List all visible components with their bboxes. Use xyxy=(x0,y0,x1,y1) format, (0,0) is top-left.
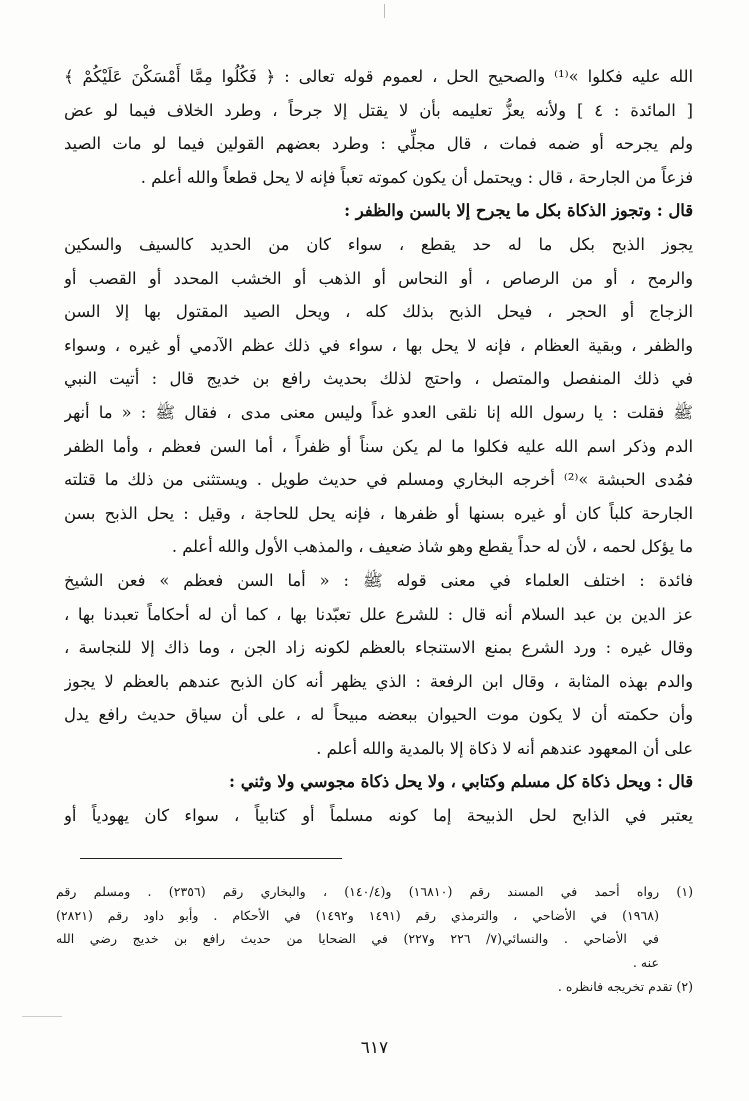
section-heading: قال : وتجوز الذكاة بكل ما يجرح إلا بالسن والظفر : xyxy=(344,201,693,221)
text-line: ﷺ فقلت : يا رسول الله إنا نلقى العدو غداً وليس معنى مدى ، فقال ﷺ : « ما أنهر xyxy=(64,402,693,422)
text-line: الدم وذكر اسم الله عليه فكلوا ما لم يكن سناً أو ظفراً ، أما السن فعظم ، وأما الظفر xyxy=(64,436,693,456)
main-text xyxy=(64,60,693,833)
footnote-separator xyxy=(80,858,342,859)
text-line: على أن المعهود عندهم أنه لا ذكاة إلا بالمدية والله أعلم . xyxy=(316,738,693,758)
page-number: ٦١٧ xyxy=(360,1038,389,1058)
text-line: الله عليه فكلوا »⁽¹⁾ والصحيح الحل ، لعموم قوله تعالى : ﴿ فَكُلُوا مِمَّا أَمْسَكْنَ عَلَيْكُمْ ﴾ xyxy=(64,67,693,86)
text-line: الجارحة كلباً كان أو غيره بسنها أو ظفرها ، فإنه يحل للحاجة ، وقيل : يحل الذبح بسن xyxy=(64,503,693,523)
footnote-line: في الأضاحي . والنسائي(٧/ ٢٢٦ و٢٢٧) في الضحايا من حديث رافع بن خديج رضي الله xyxy=(56,931,659,947)
section-heading: قال : ويحل ذكاة كل مسلم وكتابي ، ولا يحل ذكاة مجوسي ولا وثني : xyxy=(229,772,693,792)
text-line: في ذلك المنفصل والمتصل ، واحتج لذلك بحديث رافع بن خديج قال : أتيت النبي xyxy=(64,369,693,389)
text-line: والرمح ، أو من الرصاص ، أو النحاس أو الذهب أو الخشب المحدد أو القصب أو xyxy=(64,268,693,288)
footnote-line: (٢) تقدم تخريجه فانظره . xyxy=(557,978,693,994)
text-line: والدم بهذه المثابة ، وقال ابن الرفعة : الذي يظهر أنه كان الذبح عندهم بالعظم لا يجوز xyxy=(64,671,693,691)
footnote-line: عنه . xyxy=(632,955,659,971)
text-line: فمُدى الحبشة »⁽²⁾ أخرجه البخاري ومسلم في حديث طويل . ويستثنى من ذلك ما قتلته xyxy=(64,470,693,490)
text-line: ما يؤكل لحمه ، لأن له حداً يقطع وهو شاذ ضعيف ، والمذهب الأول والله أعلم . xyxy=(171,537,693,557)
scan-mark xyxy=(22,1016,62,1017)
text-line: يجوز الذبح بكل ما له حد يقطع ، سواء كان من الحديد كالسيف والسكين xyxy=(64,234,693,254)
text-line: والظفر ، وبقية العظام ، فإنه لا يحل بها ، سواء في ذلك عظم الآدمي أو غيره ، وسواء xyxy=(64,335,693,355)
text-line: فائدة : اختلف العلماء في معنى قوله ﷺ : « أما السن فعظم » فعن الشيخ xyxy=(64,570,693,590)
text-line: عز الدين بن عبد السلام أنه قال : للشرع علل تعبّدنا بها ، كما أن له أحكاماً تعبدنا بها ، xyxy=(64,604,693,624)
text-line: [ المائدة : ٤ ] ولأنه يعزُّ تعليمه بأن لا يقتل إلا جرحاً ، وطرد الخلاف فيما لو عض xyxy=(64,100,693,120)
footnote-line: (١٩٦٨) في الأضاحي ، والترمذي رقم (١٤٩١ و١٤٩٢) في الأحكام . وأبو داود رقم (٢٨٢١) xyxy=(56,907,659,923)
text-line: فزعاً من الجارحة ، قال : ويحتمل أن يكون كموته تعباً فإنه لا يحل قطعاً والله أعلم . xyxy=(140,167,693,187)
text-line: وقال غيره : ورد الشرع بمنع الاستنجاء بالعظم لكونه زاد الجن ، وما ذاك إلا للنجاسة ، xyxy=(64,638,693,658)
text-line: وأن حكمته أن لا يكون موت الحيوان ببعضه مبيحاً له ، على أن سياق حديث رافع يدل xyxy=(64,705,693,725)
scan-mark xyxy=(384,4,385,18)
text-line: يعتبر في الذابح لحل الذبيحة إما كونه مسلماً أو كتابياً ، سواء كان يهودياً أو xyxy=(64,806,693,826)
footnote-line: (١) رواه أحمد في المسند رقم (١٦٨١٠) و(١٤٠/٤) ، والبخاري رقم (٢٣٥٦) . ومسلم رقم xyxy=(56,884,693,899)
footnotes xyxy=(56,880,693,998)
text-line: ولم يجرحه أو ضمه فمات ، قال مجلِّي : وطرد بعضهم القولين فيما لو مات الصيد xyxy=(64,134,693,154)
text-line: الزجاج أو الحجر ، فيحل الذبح بذلك كله ، ويحل الصيد المقتول بها إلا السن xyxy=(64,302,693,322)
